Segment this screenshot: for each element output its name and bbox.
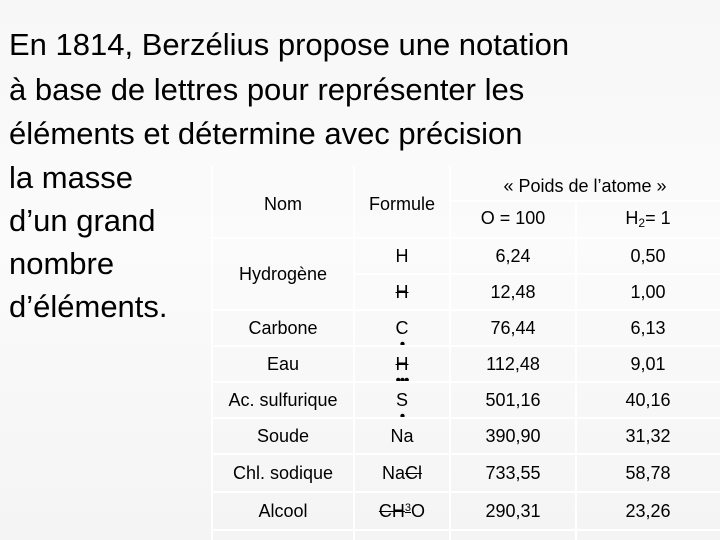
row-formula-s: ••• S bbox=[354, 382, 450, 418]
row-o-nacl: 733,55 bbox=[485, 462, 541, 483]
row-name-carbone: Carbone bbox=[248, 317, 318, 338]
title-line-6: nombre bbox=[9, 246, 115, 281]
row-name-hydrogene: Hydrogène bbox=[238, 263, 328, 284]
row-h-h: 0,50 bbox=[630, 245, 666, 266]
header-o100: O = 100 bbox=[480, 207, 546, 228]
row-name-chlorure-sodique: Chl. sodique bbox=[232, 462, 334, 483]
row-h-alcool: 23,26 bbox=[625, 500, 671, 521]
row-formula-alcool: $CH^3$ O bbox=[378, 500, 426, 521]
row-o-h2: 12,48 bbox=[490, 281, 536, 302]
grid-line bbox=[212, 453, 720, 455]
header-weight-group: « Poids de l’atome » bbox=[503, 175, 667, 196]
row-formula-eau: • H bbox=[354, 346, 450, 382]
row-o-na: 390,90 bbox=[485, 425, 541, 446]
grid-line bbox=[212, 491, 720, 493]
row-h-eau: 9,01 bbox=[630, 353, 666, 374]
header-formula: Formule bbox=[368, 193, 435, 214]
grid-line bbox=[212, 345, 720, 347]
grid-line bbox=[212, 237, 720, 239]
grid-line bbox=[450, 200, 720, 202]
grid-line bbox=[353, 166, 355, 540]
row-h-h2: 1,00 bbox=[630, 281, 666, 302]
row-h-na: 31,32 bbox=[625, 425, 671, 446]
row-name-soude: Soude bbox=[256, 425, 310, 446]
row-formula-c: C bbox=[395, 317, 409, 338]
title-line-4: la masse bbox=[9, 160, 134, 195]
row-o-h: 6,24 bbox=[495, 245, 531, 266]
row-formula-na: • Na bbox=[354, 418, 450, 454]
row-h-s: 40,16 bbox=[625, 389, 671, 410]
header-h2: H 2 = 1 bbox=[625, 207, 671, 230]
row-name-eau: Eau bbox=[266, 353, 300, 374]
grid-line bbox=[449, 166, 451, 540]
row-o-s: 501,16 bbox=[485, 389, 541, 410]
grid-line bbox=[354, 273, 720, 275]
header-name: Nom bbox=[263, 193, 302, 214]
grid-line bbox=[212, 381, 720, 383]
row-o-eau: 112,48 bbox=[486, 353, 540, 374]
grid-line bbox=[212, 309, 720, 311]
row-o-c: 76,44 bbox=[490, 317, 536, 338]
row-h-c: 6,13 bbox=[630, 317, 666, 338]
title-line-1: En 1814, Berzélius propose une notation bbox=[9, 27, 570, 62]
grid-line bbox=[212, 529, 720, 531]
row-name-acide-sulfurique: Ac. sulfurique bbox=[228, 389, 338, 410]
grid-line bbox=[212, 417, 720, 419]
row-formula-h: H bbox=[395, 245, 409, 266]
title-line-7: d’éléments. bbox=[9, 289, 168, 324]
row-o-alcool: 290,31 bbox=[485, 500, 541, 521]
title-line-2: à base de lettres pour représenter les bbox=[9, 72, 525, 107]
title-line-3: éléments et détermine avec précision bbox=[9, 116, 523, 151]
row-h-nacl: 58,78 bbox=[625, 462, 671, 483]
row-name-alcool: Alcool bbox=[258, 500, 308, 521]
row-formula-nacl: Na Cl bbox=[381, 462, 422, 483]
grid-line bbox=[575, 200, 577, 540]
row-formula-h2: H bbox=[395, 281, 409, 302]
grid-line bbox=[211, 166, 213, 540]
title-line-5: d’un grand bbox=[9, 203, 156, 238]
